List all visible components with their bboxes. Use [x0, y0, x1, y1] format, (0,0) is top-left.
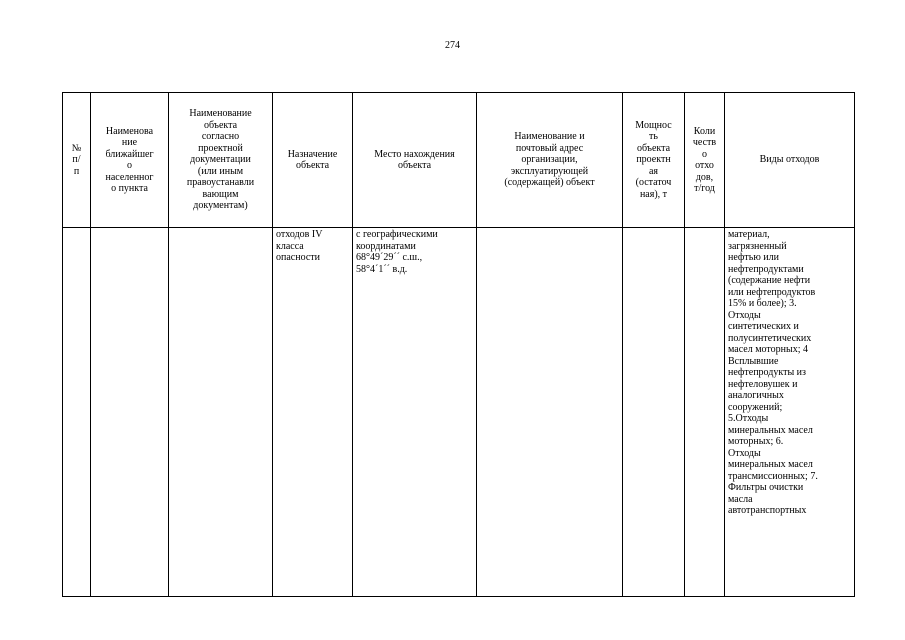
- header-number: № п/ п: [63, 93, 91, 228]
- waste-objects-table: [62, 92, 855, 597]
- header-location: Место нахождения объекта: [353, 93, 477, 228]
- table-header-row: [63, 93, 855, 228]
- header-purpose: Назначение объекта: [273, 93, 353, 228]
- cell-organization: [477, 228, 623, 597]
- header-settlement: Наименова ние ближайшег о населенног о пункта: [91, 93, 169, 228]
- cell-location: с географическими координатами 68°49´29´´ с.ш., 58°4´1´´ в.д.: [353, 228, 477, 597]
- cell-waste-types: материал, загрязненный нефтью или нефтепродуктами (содержание нефти или нефтепродуктов 15% и более); 3. Отходы синтетических и полусинтетических масел моторных; 4 Всплывшие нефтепродукты из нефтеловушек и аналогичных сооружений; 5.Отходы минеральных масел моторных; 6. Отходы минеральных масел трансмиссионных; 7. Фильтры очистки масла автотранспортных: [725, 228, 855, 597]
- cell-object-name: [169, 228, 273, 597]
- header-waste-amount: Коли честв о отхо дов, т/год: [685, 93, 725, 228]
- cell-settlement: [91, 228, 169, 597]
- header-capacity: Мощнос ть объекта проектн ая (остаточ ная), т: [623, 93, 685, 228]
- cell-waste-amount: [685, 228, 725, 597]
- cell-number: [63, 228, 91, 597]
- header-waste-types: Виды отходов: [725, 93, 855, 228]
- cell-purpose: отходов IV класса опасности: [273, 228, 353, 597]
- cell-capacity: [623, 228, 685, 597]
- page-number: 274: [445, 40, 460, 51]
- header-object-name: Наименование объекта согласно проектной документации (или иным правоустанавли вающим документам): [169, 93, 273, 228]
- table-row: [63, 228, 855, 597]
- header-organization: Наименование и почтовый адрес организации, эксплуатирующей (содержащей) объект: [477, 93, 623, 228]
